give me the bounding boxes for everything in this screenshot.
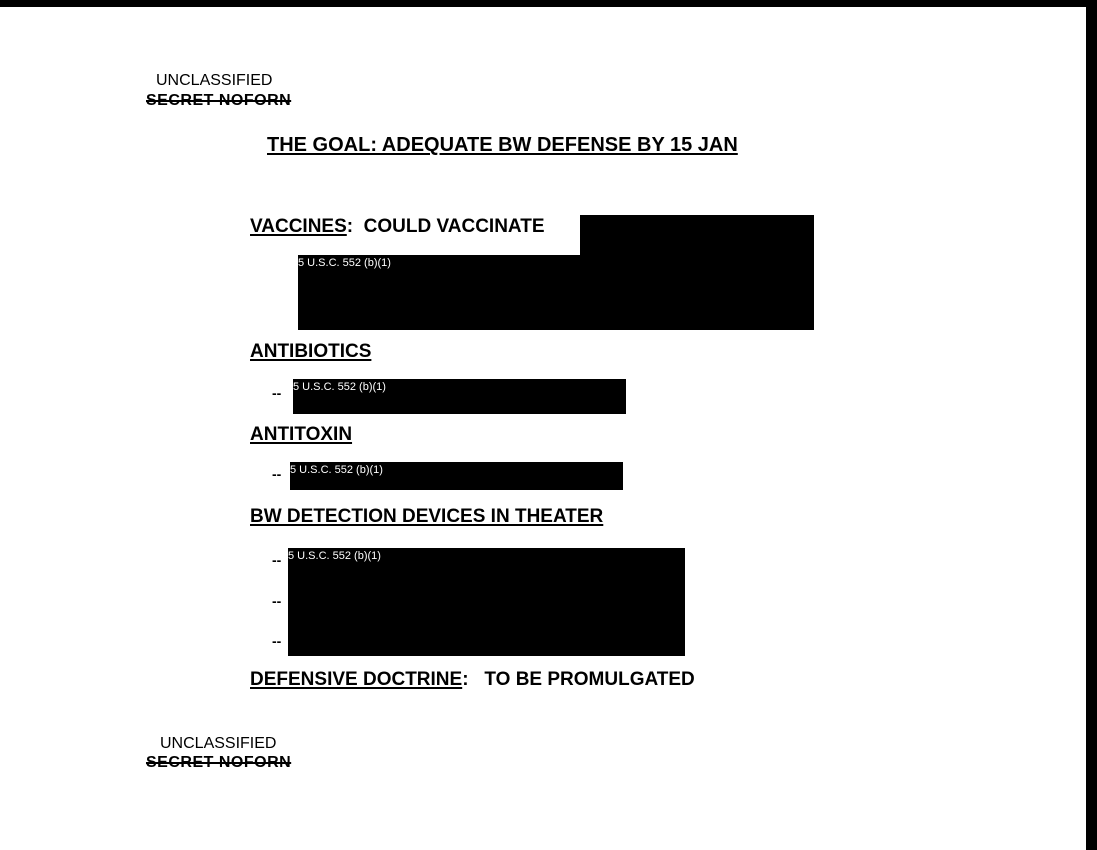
page-title: THE GOAL: ADEQUATE BW DEFENSE BY 15 JAN — [267, 134, 738, 156]
doctrine-heading: DEFENSIVE DOCTRINE — [250, 669, 463, 690]
detection-dash-2: -- — [272, 593, 282, 609]
header-struck-classification: SECRET NOFORN — [146, 92, 292, 109]
doctrine-colon: : — [462, 669, 469, 690]
antitoxin-line — [250, 424, 352, 446]
scan-border-right — [1086, 0, 1097, 850]
antitoxin-heading: ANTITOXIN — [250, 424, 353, 445]
vaccines-heading: VACCINES — [250, 216, 347, 237]
doctrine-line — [250, 669, 695, 691]
doctrine-text: TO BE PROMULGATED — [468, 669, 695, 690]
scan-border-top — [0, 0, 1097, 7]
antitoxin-redaction — [290, 462, 623, 490]
detection-heading: BW DETECTION DEVICES IN THEATER — [250, 506, 604, 527]
antibiotics-redaction — [293, 379, 626, 414]
detection-redaction-code: 5 U.S.C. 552 (b)(1) — [288, 550, 381, 562]
antitoxin-dash: -- — [272, 466, 282, 482]
detection-line — [250, 506, 603, 528]
antibiotics-line — [250, 341, 371, 363]
footer-struck-classification: SECRET NOFORN — [146, 754, 292, 771]
vaccines-redaction — [298, 255, 814, 330]
detection-redaction — [288, 548, 685, 656]
detection-dash-3: -- — [272, 633, 282, 649]
antibiotics-redaction-code: 5 U.S.C. 552 (b)(1) — [293, 381, 386, 393]
antibiotics-heading: ANTIBIOTICS — [250, 341, 372, 362]
footer-classification: UNCLASSIFIED — [160, 735, 277, 752]
detection-dash-1: -- — [272, 552, 282, 568]
antibiotics-dash: -- — [272, 385, 282, 401]
vaccines-colon: : — [346, 216, 354, 237]
vaccines-redaction-code: 5 U.S.C. 552 (b)(1) — [298, 257, 391, 269]
antitoxin-redaction-code: 5 U.S.C. 552 (b)(1) — [290, 464, 383, 476]
vaccines-line — [250, 216, 545, 238]
vaccines-redaction-top — [580, 215, 814, 259]
header-classification: UNCLASSIFIED — [156, 72, 273, 89]
vaccines-text: COULD VACCINATE — [353, 216, 545, 237]
